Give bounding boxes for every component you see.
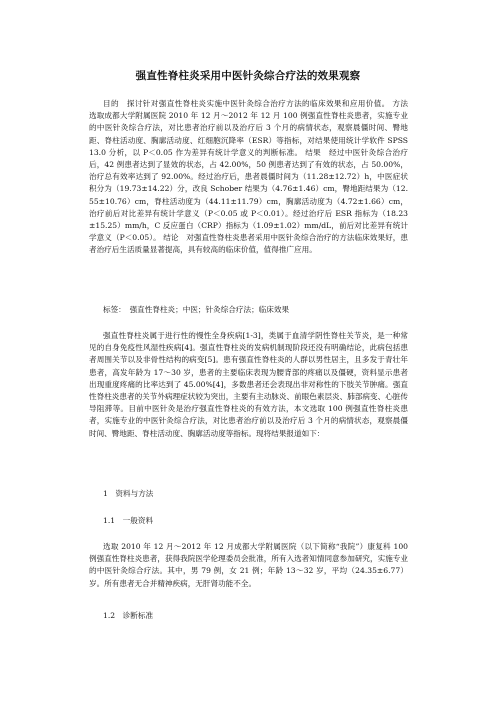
- keywords-line: 标签： 强直性脊柱炎；中医；针灸综合疗法；临床效果: [103, 305, 290, 314]
- introduction-paragraph: 强直性脊柱炎属于进行性的慢性全身疾病[1-3]，类属于血清学阴性脊柱关节炎，是一种常见的自身免疫性风湿性疾病[4]。强直性脊柱炎的发病机制现阶段还没有明确结论，此病包括患者周围关节以及非骨性结构的病变[5]。患有强直性脊柱炎的人群以男性居主，且多发于青壮年患者，高发年龄为 17～30 岁，患者的主要临床表现为腰背部的疼痛以及僵硬，资料显示患者出现重度疼痛的比率达到了 45.00%[4]，多数患者还会表现出非对称性的下肢关节肿痛。强直性脊柱炎患者的关节外病理症状较为突出，主要有主动脉炎、前眼色素层炎、肺部病变、心脏传导阻滞等。目前中医针灸是治疗强直性脊柱炎的有效方法，本文选取 100 例强直性脊柱炎患者，实施专业的中医针灸综合疗法，对比患者治疗前以及治疗后 3 个月的病情状态，观察晨僵时间、臀地距、脊柱活动度、胸廓活动度等指标。现将结果报道如下：: [89, 331, 408, 438]
- general-data-paragraph: 选取 2010 年 12 月～2012 年 12 月成都大学附属医院（以下简称“我院”）康复科 100 例强直性脊柱炎患者，获得我院医学伦理委员会批准，所有入选者知情同意参加研究，实施专业的中医针灸综合疗法。其中，男 79 例，女 21 例；年龄 13～32 岁，平均（24.35±6.77）岁。所有患者无合并精神疾病，无肝肾功能不全。: [89, 542, 408, 588]
- abstract-paragraph: 目的 探讨针对强直性脊柱炎实施中医针灸综合治疗方法的临床效果和应用价值。 方法 选取成都大学附属医院 2010 年 12 月～2012 年 12 月 100 例强直性脊柱炎患者，实施专业的中医针灸综合疗法，对比患者治疗前以及治疗后 3 个月的病情状态，观察晨僵时间、臀地距、脊柱活动度、胸廓活动度、红细胞沉降率（ESR）等指标，对结果使用统计学软件 SPSS 13.0 分析，以 P＜0.05 作为差异有统计学意义的判断标准。 结果 经过中医针灸综合治疗后，42 例患者达到了显效的状态，占 42.00%，50 例患者达到了有效的状态，占 50.00%，治疗总有效率达到了 92.00%。经过治疗后，患者晨僵时间为（11.28±12.72）h，中医症状积分为（19.73±14.22）分，改良 Schober 结果为（4.76±1.46）cm，臀地距结果为（12.55±10.76）cm，脊柱活动度为（44.11±11.79）cm，胸廓活动度为（4.72±1.66）cm，治疗前后对比差异有统计学意义（P＜0.05 或 P＜0.01）。经过治疗后 ESR 指标为（18.23±15.25）mm/h，C 反应蛋白（CRP）指标为（1.09±1.02）mm/dL，前后对比差异有统计学意义（P＜0.05）。 结论 对强直性脊柱炎患者采用中医针灸综合治疗的方法临床效果好，患者治疗后生活质量显著提高，具有较高的临床价值，值得推广应用。: [89, 99, 416, 255]
- section-heading-1-2: 1.2 诊断标准: [103, 611, 154, 620]
- document-title: 强直性脊柱炎采用中医针灸综合疗法的效果观察: [135, 70, 361, 82]
- section-heading-1-1: 1.1 一般资料: [103, 516, 154, 525]
- section-heading-1: 1 资料与方法: [103, 489, 154, 498]
